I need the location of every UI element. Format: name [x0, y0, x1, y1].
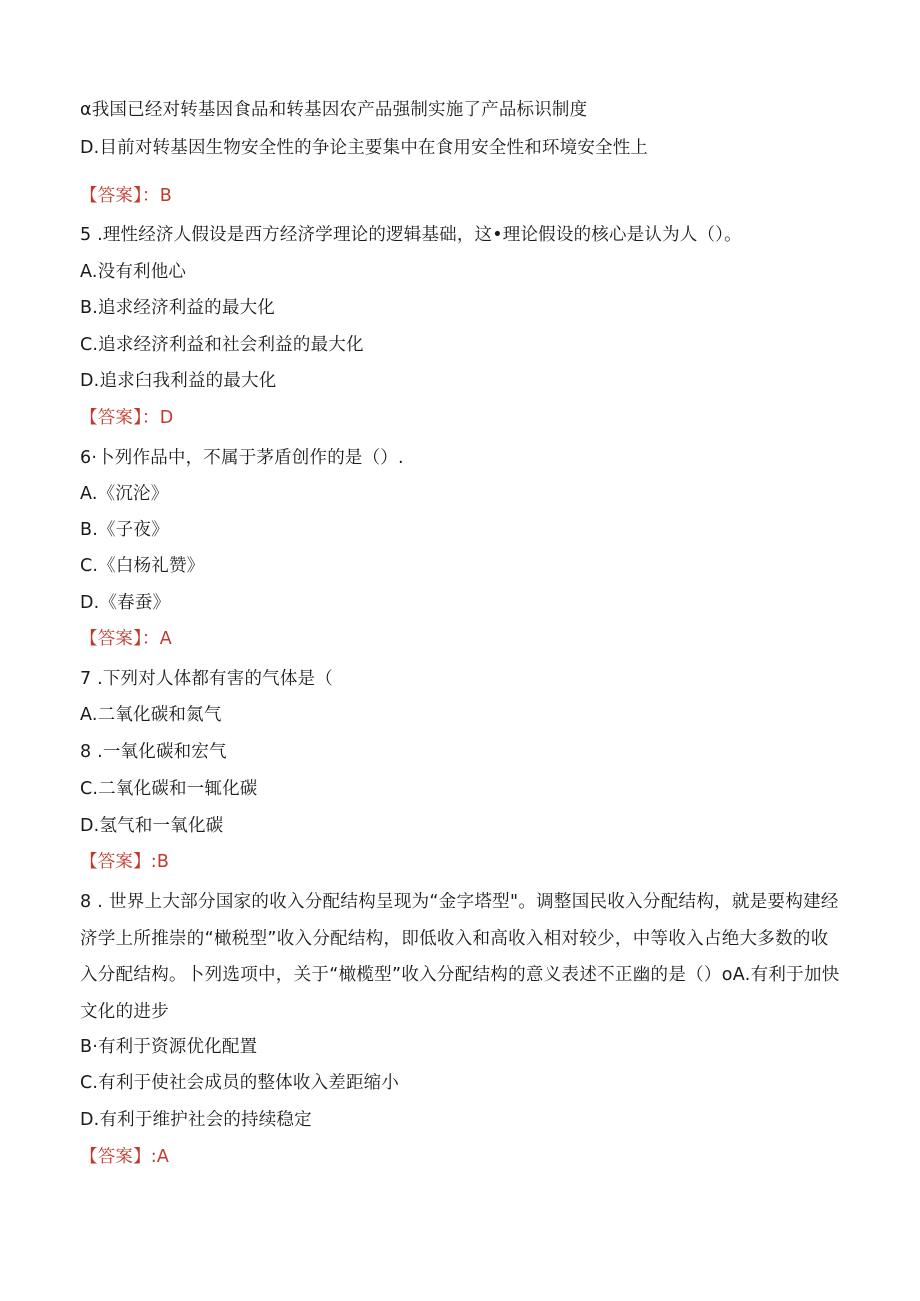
question-7: 7 .下列对人体都有害的气体是（: [80, 669, 333, 689]
option-a-q5: A.没有利他心: [80, 262, 187, 282]
question-6: 6·卜列作品中，不属于茅盾创作的是（）.: [80, 448, 404, 468]
option-c-q4: α我国已经对转基因食品和转基因农产品强制实施了产品标识制度: [80, 100, 588, 120]
option-d-q5: D.追求臼我利益的最大化: [80, 371, 277, 391]
option-b-q8: B·有利于资源优化配置: [80, 1037, 258, 1057]
option-c-q6: C.《白杨礼赞》: [80, 556, 205, 576]
option-c-q7: C.二氧化碳和一辄化碳: [80, 779, 258, 799]
option-c-q8: C.有利于使社会成员的整体收入差距缩小: [80, 1073, 400, 1093]
option-d-q8: D.有利于维护社会的持续稳定: [80, 1110, 312, 1130]
option-a-q6: A.《沉沦》: [80, 484, 169, 504]
option-c-q5: C.追求经济利益和社会利益的最大化: [80, 335, 364, 355]
question-5: 5 .理性经济人假设是西方经济学理论的逻辑基础，这•理论假设的核心是认为人（）。: [80, 225, 742, 245]
option-b-q7: 8 .一氧化碳和宏气: [80, 742, 227, 762]
answer-q6: 【答案】：A: [80, 629, 172, 649]
option-b-q6: B.《子夜》: [80, 520, 169, 540]
answer-q5: 【答案】：D: [80, 408, 174, 428]
answer-q7: 【答案】:B: [80, 852, 170, 872]
option-a-q7: A.二氧化碳和氮气: [80, 705, 222, 725]
option-d-q6: D.《春蚕》: [80, 593, 171, 613]
option-d-q4: D.目前对转基因生物安全性的争论主要集中在食用安全性和环境安全性上: [80, 138, 649, 158]
option-d-q7: D.氢气和一氧化碳: [80, 816, 224, 836]
question-8: 8 . 世界上大部分国家的收入分配结构呈现为“金字塔型"。调整国民收入分配结构，就是要构建经济学上所推崇的“橄税型”收入分配结构，即低收入和高收入相对较少，中等收入占绝大多数的收入分配结构。卜列选项中，关于“橄榄型”收入分配结构的意义表述不正幽的是（）oA.有利于加快文化的进步: [80, 892, 840, 1022]
option-b-q5: B.追求经济利益的最大化: [80, 298, 275, 318]
answer-q4: 【答案】：B: [80, 186, 172, 206]
answer-q8: 【答案】:A: [80, 1147, 170, 1167]
